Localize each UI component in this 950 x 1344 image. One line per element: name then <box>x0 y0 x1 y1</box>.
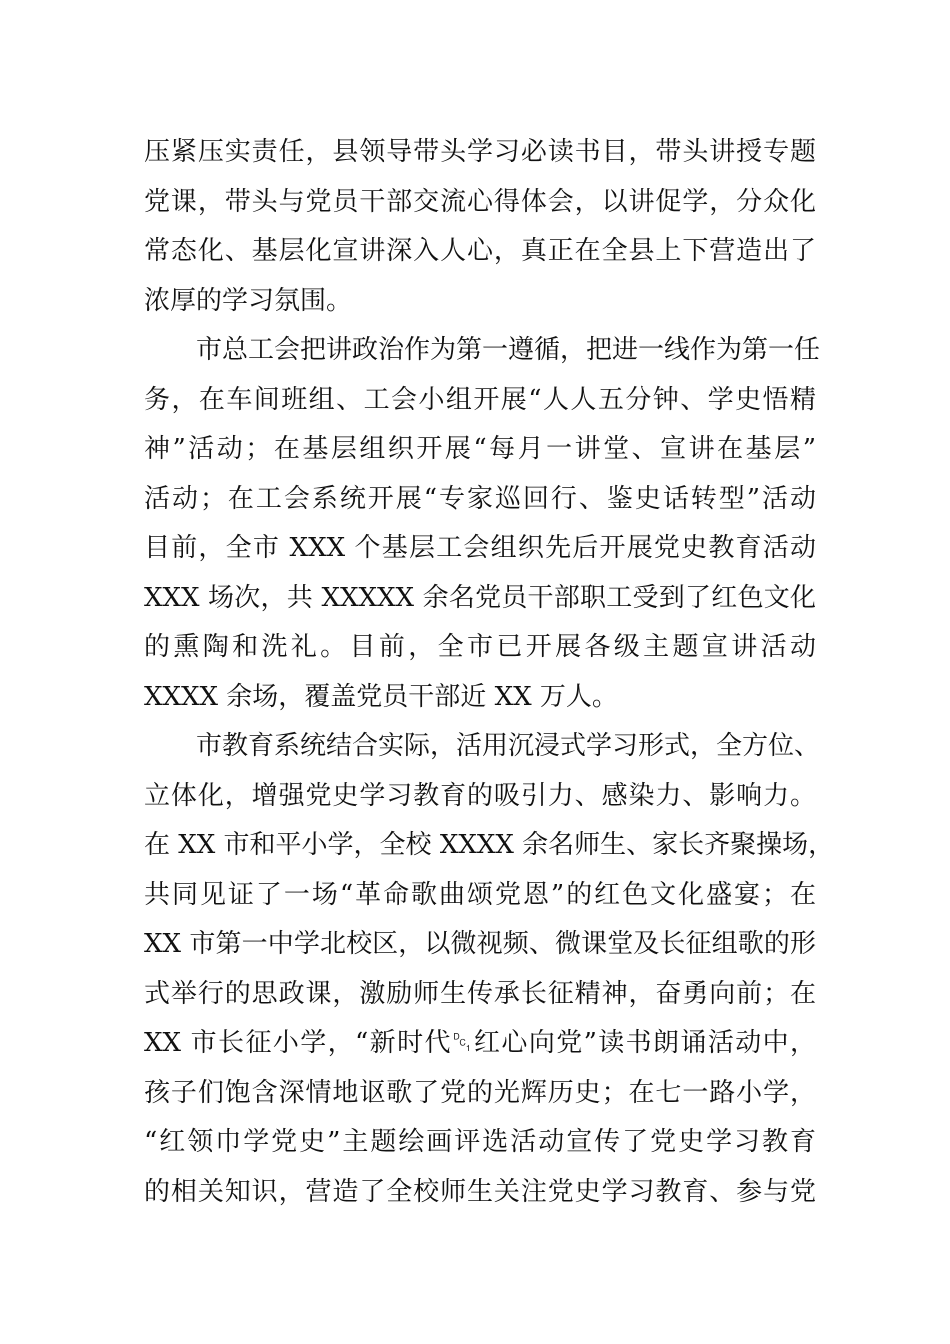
text-line: 式举行的思政课，激励师生传承长征精神，奋勇向前；在 <box>144 978 816 1009</box>
text-line: 目前，全市 XXX 个基层工会组织先后开展党史教育活动 <box>144 533 816 563</box>
text-line: 立体化，增强党史学习教育的吸引力、感染力、影响力。 <box>144 780 816 811</box>
text-line: 常态化、基层化宣讲深入人心，真正在全县上下营造出了 <box>144 236 816 266</box>
text-line: 活动；在工会系统开展“专家巡回行、鉴史话转型”活动 <box>144 483 816 514</box>
text-line: 孩子们饱含深情地讴歌了党的光辉历史；在七一路小学， <box>144 1077 816 1108</box>
text-line: 党课，带头与党员干部交流心得体会，以讲促学，分众化 <box>144 186 816 217</box>
text-line: “红领巾学党史”主题绘画评选活动宣传了党史学习教育 <box>144 1127 816 1157</box>
text-line: XX 市长征小学，“新时代␑红心向党”读书朗诵活动中， <box>144 1028 816 1058</box>
paragraph-first-line: 市总工会把讲政治作为第一遵循，把进一线作为第一任 <box>196 335 821 365</box>
paragraph-first-line: 市教育系统结合实际，活用沉浸式学习形式，全方位、 <box>196 731 821 761</box>
text-line: 共同见证了一场“革命歌曲颂党恩”的红色文化盛宴；在 <box>144 879 816 910</box>
text-line: 神”活动；在基层组织开展“每月一讲堂、宣讲在基层” <box>144 434 816 464</box>
text-line: 的相关知识，营造了全校师生关注党史学习教育、参与党 <box>144 1176 816 1207</box>
text-line: 务，在车间班组、工会小组开展“人人五分钟、学史悟精 <box>144 384 816 415</box>
text-line: XXX 场次，共 XXXXX 余名党员干部职工受到了红色文化 <box>144 582 816 613</box>
text-line: 在 XX 市和平小学，全校 XXXX 余名师生、家长齐聚操场， <box>144 830 835 860</box>
text-line: 的熏陶和洗礼。目前，全市已开展各级主题宣讲活动 <box>144 632 816 662</box>
body-text <box>144 128 835 1217</box>
text-line: 浓厚的学习氛围。 <box>144 285 353 316</box>
text-line: XX 市第一中学北校区，以微视频、微课堂及长征组歌的形 <box>144 929 816 959</box>
text-line: 压紧压实责任，县领导带头学习必读书目，带头讲授专题 <box>144 137 816 167</box>
text-line: XXXX 余场，覆盖党员干部近 XX 万人。 <box>144 681 618 712</box>
